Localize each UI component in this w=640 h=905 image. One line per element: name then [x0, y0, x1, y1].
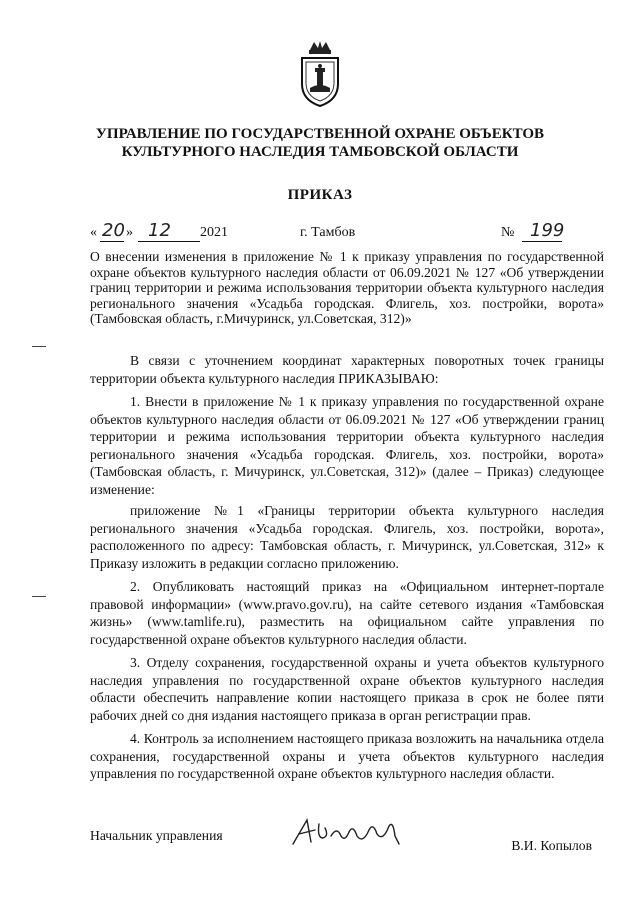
paragraph-item-1-annex: приложение №1 «Границы территории объекта культурного наследия регионального значения «Усадьба городская. Флигель, хоз. постройки, ворота», расположенного по адресу: Тамбовская область, г. Мичуринск, ул.Советская, 312» к Приказу изложить в редакции согласно приложению.	[90, 503, 604, 571]
date-year: 2021	[200, 225, 228, 240]
org-line-1: УПРАВЛЕНИЕ ПО ГОСУДАРСТВЕННОЙ ОХРАНЕ ОБЪЕКТОВ	[95, 126, 545, 142]
date-quote-open: «	[90, 225, 97, 240]
paragraph-item-1: 1. Внести в приложение № 1 к приказу управления по государственной охране объектов культурного наследия области от 06.09.2021 № 127 «Об утверждении границ территории и режима использования территории объекта культурного наследия регионального значения «Усадьба городская. Флигель, хоз. постройки, ворота» (Тамбовская область, г. Мичуринск, ул.Советская, 312)» (далее – Приказ) следующее изменение:	[90, 394, 604, 497]
paragraph-item-2: 2. Опубликовать настоящий приказ на «Официальном интернет-портале правовой информации» (www.pravo.gov.ru), на сайте сетевого издания «Тамбовская жизнь» (www.tamlife.ru), разместить на официальном сайте управления по государственной охране объектов культурного наследия области.	[90, 579, 604, 647]
order-body	[90, 352, 604, 789]
handwritten-signature-icon	[285, 814, 425, 850]
date-day-underline	[100, 241, 124, 242]
paragraph-item-4: 4. Контроль за исполнением настоящего приказа возложить на начальника отдела сохранения, государственной охраны и учета объектов культурного наследия управления по государственной охране объектов культурного наследия области.	[90, 731, 604, 781]
date-month-underline	[138, 241, 200, 242]
date-number-line	[90, 220, 604, 247]
number-label: №	[501, 225, 515, 240]
document-type: ПРИКАЗ	[287, 187, 353, 203]
paragraph-item-3: 3. Отделу сохранения, государственной охраны и учета объектов культурного наследия управления по государственной охране объектов культурного наследия области обеспечить направление копии настоящего приказа в срок не более пяти рабочих дней со дня издания настоящего приказа в орган регистрации прав.	[90, 655, 604, 723]
organization-title	[60, 125, 580, 161]
date-day: 20	[102, 220, 125, 241]
city: г. Тамбов	[300, 225, 356, 240]
subject-heading: О внесении изменения в приложение № 1 к приказу управления по государственной охране объектов культурного наследия области от 06.09.2021 № 127 «Об утверждении границ территории и режима использования территории объекта культурного наследия регионального значения «Усадьба городская. Флигель, хоз. постройки, ворота» (Тамбовская область, г.Мичуринск, ул.Советская, 312)»	[90, 249, 604, 326]
signatory-role: Начальник управления	[90, 828, 223, 843]
date-quote-close: »	[126, 225, 133, 240]
paragraph-preamble: В связи с уточнением координат характерных поворотных точек границы территории объекта культурного наследия ПРИКАЗЫВАЮ:	[90, 353, 604, 386]
margin-mark	[32, 596, 46, 597]
org-line-2: КУЛЬТУРНОГО НАСЛЕДИЯ ТАМБОВСКОЙ ОБЛАСТИ	[121, 144, 519, 160]
document-number: 199	[530, 220, 565, 241]
signatory-name: В.И. Копылов	[511, 838, 592, 853]
signature-block	[90, 818, 604, 858]
margin-mark	[32, 346, 46, 347]
date-month: 12	[148, 220, 171, 241]
coat-of-arms-icon	[296, 38, 344, 108]
number-underline	[522, 241, 562, 242]
